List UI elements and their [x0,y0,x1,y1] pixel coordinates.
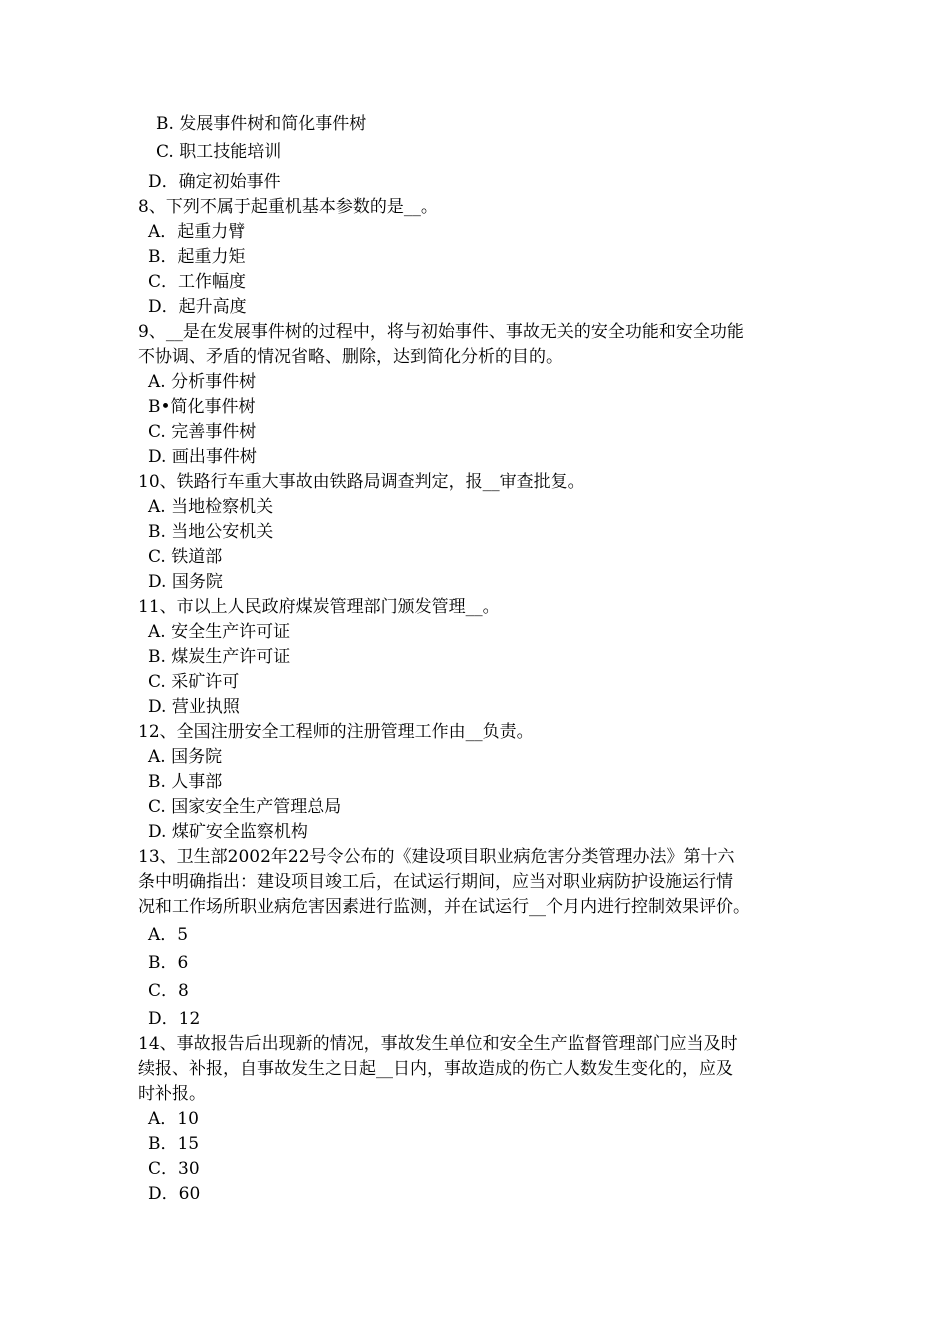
question-line: 时补报。 [138,1084,206,1104]
option-line: C．工作幅度 [148,272,247,292]
option-line: D．确定初始事件 [148,172,281,192]
option-line: A．起重力臂 [148,222,246,242]
option-line: D. 煤矿安全监察机构 [148,822,308,842]
question-line: 不协调、矛盾的情况省略、删除，达到简化分析的目的。 [138,347,563,367]
option-line: C. 职工技能培训 [156,142,282,162]
option-line: C. 国家安全生产管理总局 [148,797,342,817]
option-line: D. 国务院 [148,572,223,592]
question-line: 12、全国注册安全工程师的注册管理工作由__负责。 [138,722,534,742]
question-line: 续报、补报，自事故发生之日起__日内，事故造成的伤亡人数发生变化的，应及 [138,1059,733,1079]
option-line: A. 分析事件树 [148,372,257,392]
option-line: B. 当地公安机关 [148,522,274,542]
question-line: 况和工作场所职业病危害因素进行监测，并在试运行__个月内进行控制效果评价。 [138,897,750,917]
option-line: B．6 [148,953,189,973]
option-line: C. 铁道部 [148,547,223,567]
question-line: 条中明确指出：建设项目竣工后，在试运行期间，应当对职业病防护设施运行情 [138,872,733,892]
option-line: B. 煤炭生产许可证 [148,647,291,667]
option-line: A．5 [148,925,189,945]
option-line: C．8 [148,981,189,1001]
question-line: 11、市以上人民政府煤炭管理部门颁发管理__。 [138,597,500,617]
option-line: A．10 [148,1109,199,1129]
question-line: 14、事故报告后出现新的情况，事故发生单位和安全生产监督管理部门应当及时 [138,1034,738,1054]
option-line: B．起重力矩 [148,247,246,267]
option-line: B•简化事件树 [148,397,256,417]
question-line: 10、铁路行车重大事故由铁路局调查判定，报__审查批复。 [138,472,585,492]
question-line: 13、卫生部2002年22号令公布的《建设项目职业病危害分类管理办法》第十六 [138,847,735,867]
option-line: A. 安全生产许可证 [148,622,291,642]
question-line: 9、__是在发展事件树的过程中，将与初始事件、事故无关的安全功能和安全功能 [138,322,744,342]
option-line: B．15 [148,1134,200,1154]
option-line: D．12 [148,1009,201,1029]
option-line: C. 采矿许可 [148,672,240,692]
option-line: B. 人事部 [148,772,223,792]
question-line: 8、下列不属于起重机基本参数的是__。 [138,197,438,217]
option-line: A. 当地检察机关 [148,497,274,517]
option-line: C. 完善事件树 [148,422,257,442]
option-line: C．30 [148,1159,200,1179]
option-line: D．起升高度 [148,297,247,317]
option-line: D．60 [148,1184,201,1204]
option-line: D. 营业执照 [148,697,240,717]
option-line: B. 发展事件树和简化事件树 [156,114,367,134]
option-line: A. 国务院 [148,747,223,767]
option-line: D. 画出事件树 [148,447,257,467]
